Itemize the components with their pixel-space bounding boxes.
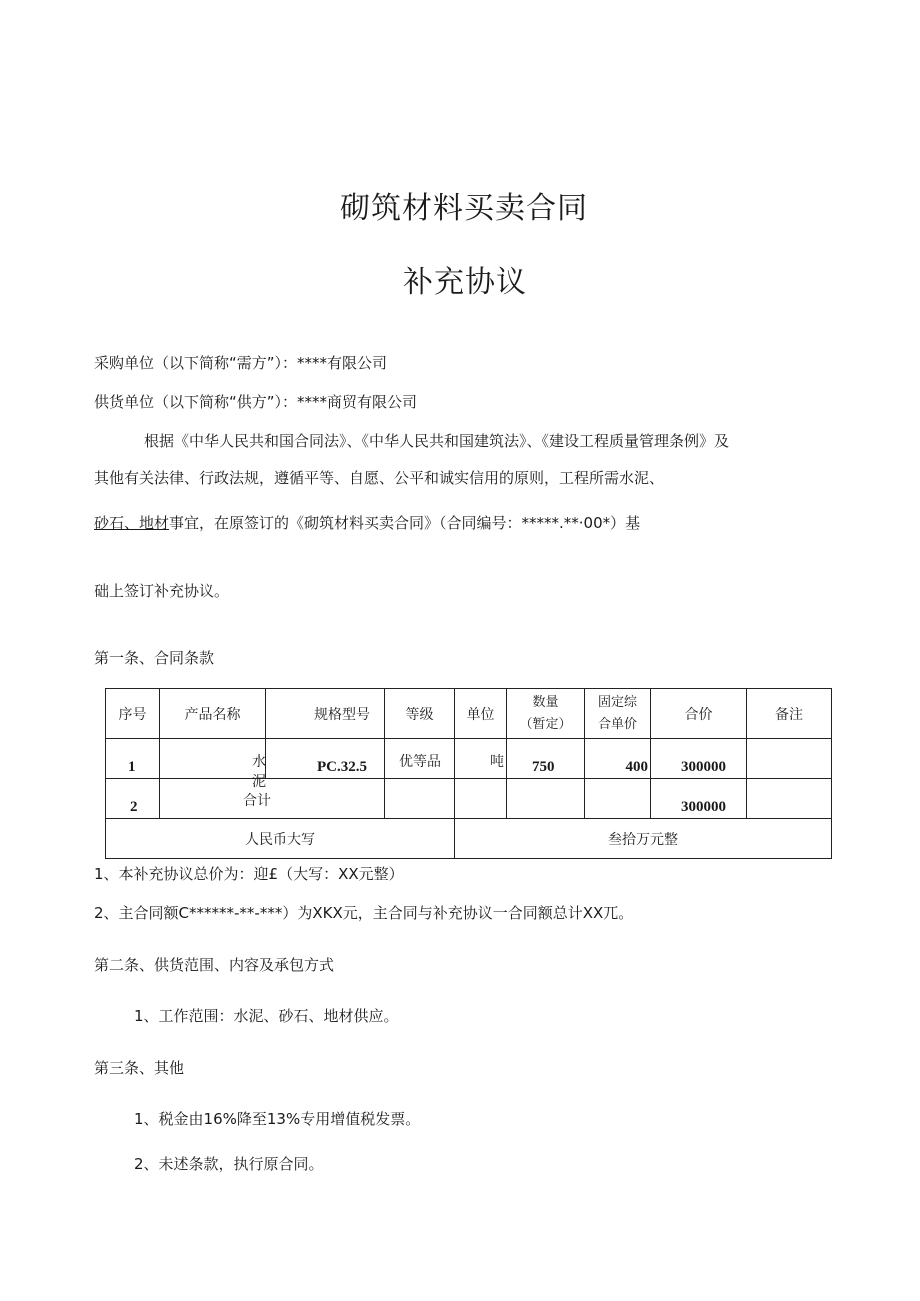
section-2-item-1: 1、工作范围：水泥、砂石、地材供应。 bbox=[134, 1007, 399, 1025]
section-3-item-1: 1、税金由16%降至13%专用增值税发票。 bbox=[134, 1110, 421, 1128]
header-quantity: 数量 （暂定） bbox=[507, 689, 585, 739]
section-3-item-2: 2、未述条款，执行原合同。 bbox=[134, 1155, 324, 1173]
header-grade: 等级 bbox=[385, 689, 455, 739]
buyer-line: 采购单位（以下简称“需方”）：****有限公司 bbox=[94, 354, 388, 372]
row1-grade: 优等品 bbox=[385, 739, 455, 779]
section-2-heading: 第二条、供货范围、内容及承包方式 bbox=[94, 956, 335, 974]
section-1-item-2: 2、主合同额C******-**-***）为XKX元，主合同与补充协议一合同额总计XX兀。 bbox=[94, 904, 634, 922]
header-total: 合价 bbox=[651, 689, 747, 739]
amount-in-words-label: 人民币大写 bbox=[106, 819, 455, 859]
section-1-heading: 第一条、合同条款 bbox=[94, 649, 215, 667]
row1-product-name: 水泥 bbox=[160, 739, 266, 779]
row1-unit: 吨 bbox=[455, 739, 507, 779]
intro-paragraph-line-1: 根据《中华人民共和国合同法》、《中华人民共和国建筑法》、《建设工程质量管理条例》及 bbox=[144, 432, 730, 450]
header-seq: 序号 bbox=[106, 689, 160, 739]
underlined-materials: 砂石、地材 bbox=[94, 514, 170, 532]
row2-total: 300000 bbox=[651, 779, 747, 819]
document-title: 砌筑材料买卖合同 bbox=[340, 191, 588, 226]
document-subtitle: 补充协议 bbox=[403, 265, 527, 300]
intro-paragraph-line-4: 础上签订补充协议。 bbox=[94, 582, 230, 600]
seller-line: 供货单位（以下简称“供方”）：****商贸有限公司 bbox=[94, 393, 418, 411]
section-3-heading: 第三条、其他 bbox=[94, 1059, 185, 1077]
amount-in-words-value: 叁拾万元整 bbox=[455, 819, 832, 859]
table-row bbox=[106, 819, 832, 859]
intro-paragraph-line-3 bbox=[94, 512, 640, 533]
table-header-row bbox=[106, 689, 832, 739]
row2-label: 合计 bbox=[160, 779, 385, 819]
row1-quantity: 750 bbox=[507, 739, 585, 779]
intro-paragraph-line-2: 其他有关法律、行政法规，遵循平等、自愿、公平和诚实信用的原则，工程所需水泥、 bbox=[94, 469, 665, 487]
row2-seq: 2 bbox=[106, 779, 160, 819]
header-note: 备注 bbox=[747, 689, 832, 739]
row1-seq: 1 bbox=[106, 739, 160, 779]
goods-table bbox=[105, 688, 832, 859]
row1-unit-price: 400 bbox=[585, 739, 651, 779]
table-row bbox=[106, 779, 832, 819]
header-unit: 单位 bbox=[455, 689, 507, 739]
header-product-name: 产品名称 bbox=[160, 689, 266, 739]
header-unit-price: 固定综 合单价 bbox=[585, 689, 651, 739]
section-1-item-1: 1、本补充协议总价为：迎£（大写：XX元整） bbox=[94, 865, 404, 883]
header-spec: 规格型号 bbox=[266, 689, 385, 739]
row1-note bbox=[747, 739, 832, 779]
intro-line-3-rest: 事宜，在原签订的《砌筑材料买卖合同》（合同编号：*****.**·00*）基 bbox=[169, 514, 641, 532]
row1-spec: PC.32.5 bbox=[266, 739, 385, 779]
row1-total: 300000 bbox=[651, 739, 747, 779]
table-row bbox=[106, 739, 832, 779]
